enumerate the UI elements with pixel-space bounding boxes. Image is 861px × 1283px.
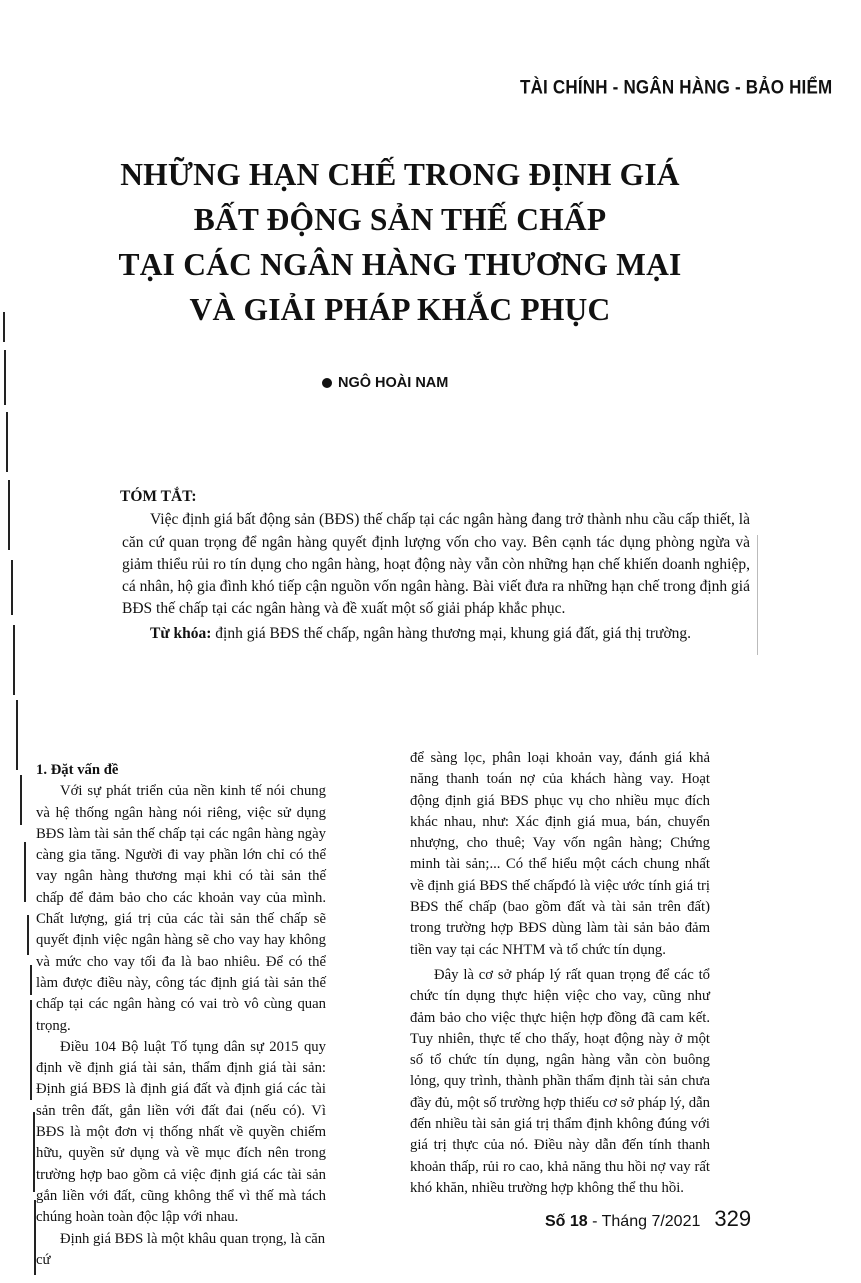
scan-margin-line	[20, 775, 22, 825]
title-line: TẠI CÁC NGÂN HÀNG THƯƠNG MẠI	[118, 247, 682, 282]
scan-margin-line	[3, 312, 5, 342]
body-paragraph: để sàng lọc, phân loại khoản vay, đánh giá khả năng thanh toán nợ của khách hàng vay. Hoạt động định giá BĐS phục vụ cho nhiều mục đích khác nhau, như: Xác định giá mua, bán, chuyển nhượng, cho thuê; Vay vốn ngân hàng; Chứng minh tài sản;... Có thể hiểu một cách chung nhất về định giá BĐS thế chấpđó là việc ước tính giá trị BĐS thế chấp (bao gồm đất và tài sản trên đất) trong trường hợp BĐS dùng làm tài sản bảo đảm tiền vay tại các NHTM và tổ chức tín dụng.	[410, 750, 710, 958]
body-paragraph: Định giá BĐS là một khâu quan trọng, là căn cứ	[36, 1230, 326, 1268]
section-header: TÀI CHÍNH - NGÂN HÀNG - BẢO HIỂM	[520, 76, 833, 98]
title-line: VÀ GIẢI PHÁP KHẮC PHỤC	[189, 292, 611, 327]
author-name: NGÔ HOÀI NAM	[338, 375, 449, 391]
scan-margin-line	[16, 700, 18, 770]
body-column-left	[36, 760, 326, 1271]
body-paragraph: Đây là cơ sở pháp lý rất quan trọng để các tổ chức tín dụng thực hiện việc cho vay, cũng như đảm bảo cho việc thực hiện hợp đồng đã cam kết. Tuy nhiên, thực tế cho thấy, hoạt động này ở một số tổ chức tín dụng, ngân hàng vẫn còn buông lỏng, quy trình, thành phần thẩm định tài sản chưa đầy đủ, một số trường hợp thiếu cơ sở pháp lý, dẫn đến nhiều tài sản giá trị thẩm định không đúng với giá trị thực của nó. Điều này dẫn đến tính thanh khoản thấp, rủi ro cao, khả năng thu hồi nợ vay rất khó khăn, nhiều trường hợp không thể thu hồi.	[410, 966, 710, 1196]
body-column-right	[410, 748, 710, 1199]
section-heading: 1. Đặt vấn đề	[36, 762, 119, 778]
issue-date: Tháng 7/2021	[601, 1213, 701, 1230]
title-line: NHỮNG HẠN CHẾ TRONG ĐỊNH GIÁ	[120, 157, 680, 192]
page-number: 329	[714, 1206, 752, 1231]
scan-margin-line	[6, 412, 8, 472]
keywords-text: định giá BĐS thế chấp, ngân hàng thương mại, khung giá đất, giá thị trường.	[211, 624, 692, 642]
scan-margin-line	[11, 560, 13, 615]
keywords-label: Từ khóa:	[150, 624, 212, 642]
author-byline	[322, 375, 448, 391]
body-paragraph: Với sự phát triển của nền kinh tế nói chung và hệ thống ngân hàng nói riêng, việc sử dụng BĐS làm tài sản thế chấp tại các ngân hàng ngày càng gia tăng. Người đi vay phần lớn chỉ có thể vay ngân hàng thương mại khi có tài sản thế chấp để đảm bảo cho các khoản vay của mình. Chất lượng, giá trị của các tài sản thế chấp sẽ quyết định việc ngân hàng sẽ cho vay hay không và mức cho vay tối đa là bao nhiêu. Để có thể làm được điều này, công tác định giá tài sản thế chấp tại các ngân hàng có vai trò vô cùng quan trọng.	[36, 783, 326, 1034]
scan-margin-line	[30, 965, 32, 995]
scan-margin-line	[27, 915, 29, 955]
body-paragraph: Điều 104 Bộ luật Tố tụng dân sự 2015 quy định về định giá tài sản, thẩm định giá tài sản: Định giá BĐS là định giá đất và định giá các tài sản trên đất, gắn liền với đất đai (nếu có). Vì BĐS là một đơn vị thống nhất về quyền chiếm hữu, quyền sử dụng và về mục đích nên trong trường hợp bao gồm cả việc định giá các tài sản gắn liền với đất, cũng không thể vì thế mà tách chúng hoàn toàn độc lập với nhau.	[36, 1038, 326, 1226]
separator: -	[587, 1213, 602, 1230]
issue-number: Số 18	[545, 1213, 588, 1230]
scan-mark	[757, 535, 758, 655]
abstract-heading: TÓM TẮT:	[120, 488, 197, 505]
issue-info	[545, 1213, 700, 1231]
scan-margin-line	[30, 1000, 32, 1100]
scan-margin-line	[8, 480, 10, 550]
scan-margin-line	[4, 350, 6, 405]
scan-margin-line	[13, 625, 15, 695]
scan-margin-line	[24, 842, 26, 902]
keywords	[122, 623, 750, 645]
title-line: BẤT ĐỘNG SẢN THẾ CHẤP	[193, 202, 607, 237]
page-footer	[545, 1206, 751, 1232]
scan-margin-line	[33, 1112, 35, 1192]
article-title	[90, 152, 710, 332]
abstract	[122, 486, 750, 645]
bullet-icon	[322, 378, 332, 388]
abstract-body: Việc định giá bất động sản (BĐS) thế chấp tại các ngân hàng đang trở thành nhu cầu cấp thiết, là căn cứ quan trọng để ngân hàng quyết định lượng vốn cho vay. Bên cạnh tác dụng phòng ngừa và giảm thiểu rủi ro tín dụng cho ngân hàng, hoạt động này vẫn còn những hạn chế khiến doanh nghiệp, cá nhân, hộ gia đình khó tiếp cận nguồn vốn ngân hàng. Bài viết đưa ra những hạn chế trong định giá BĐS thế chấp tại các ngân hàng và đề xuất một số giải pháp khắc phục.	[122, 511, 750, 618]
